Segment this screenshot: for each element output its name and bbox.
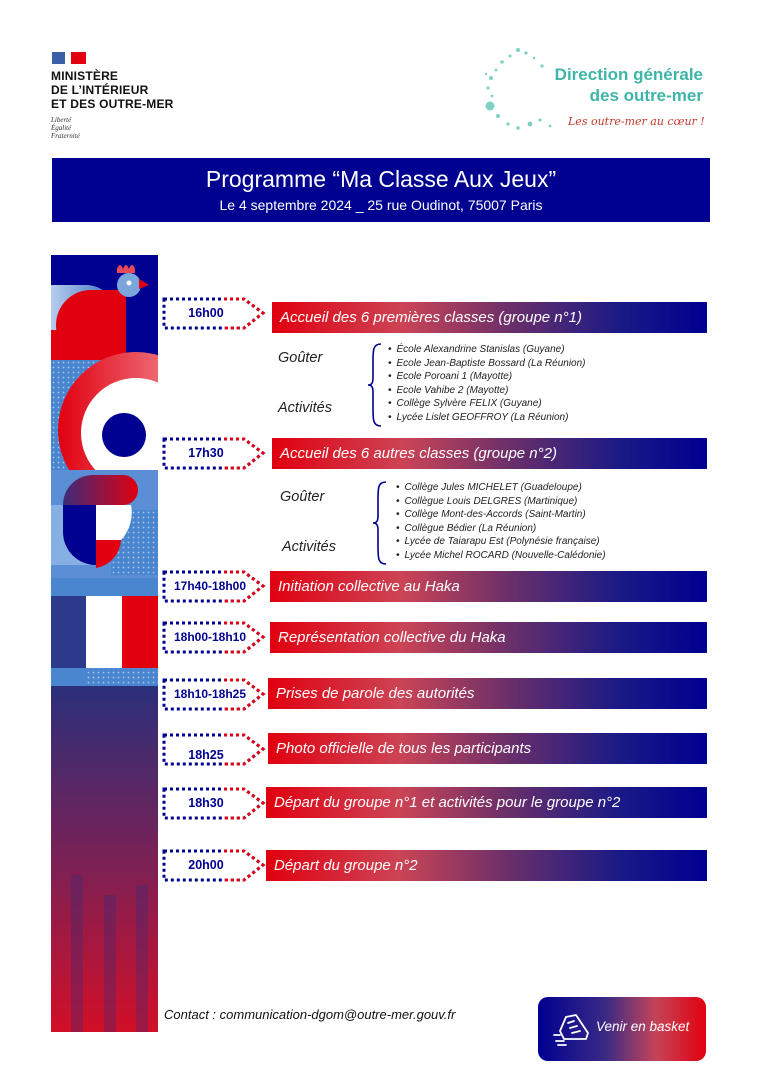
republic-motto — [51, 116, 80, 140]
time-badge — [162, 621, 266, 654]
time-badge — [162, 733, 266, 766]
school-item: • Lycée Michel ROCARD (Nouvelle-Calédonie) — [396, 549, 606, 563]
title-banner — [52, 158, 710, 222]
time-label: 18h30 — [188, 796, 224, 810]
time-label: 17h30 — [188, 446, 224, 460]
activites-label: Activités — [278, 400, 332, 416]
ministry-name — [51, 69, 174, 111]
dgom-tagline: Les outre-mer au cœur ! — [568, 115, 705, 128]
basket-label: Venir en basket — [596, 1019, 690, 1034]
ministry-line: ET DES OUTRE-MER — [51, 97, 174, 111]
sneaker-icon — [552, 1011, 592, 1049]
ministry-line: DE L’INTÉRIEUR — [51, 83, 149, 97]
time-badge — [162, 570, 266, 603]
schedule-item: Prises de parole des autorités — [268, 678, 707, 709]
time-label: 18h25 — [188, 748, 224, 762]
time-label: 20h00 — [188, 858, 224, 872]
dgom-title — [520, 64, 703, 106]
contact-email[interactable]: Contact : communication-dgom@outre-mer.gouv.fr — [164, 1007, 456, 1022]
group2-school-list — [396, 481, 606, 563]
ministry-line: MINISTÈRE — [51, 69, 119, 83]
french-flag-illustration — [51, 578, 158, 686]
time-label: 18h10-18h25 — [173, 687, 247, 701]
cockade-hat-illustration — [51, 470, 158, 590]
time-badge — [162, 297, 266, 330]
curly-brace — [372, 480, 388, 566]
decorative-art-column — [51, 255, 158, 1032]
gouter-label: Goûter — [280, 489, 325, 505]
schedule-item: Départ du groupe n°2 — [266, 850, 707, 881]
school-item: • Lycée de Taiarapu Est (Polynésie française) — [396, 535, 606, 549]
time-badge — [162, 678, 266, 711]
time-badge — [162, 437, 266, 470]
curly-brace — [367, 342, 383, 428]
schedule-item: Initiation collective au Haka — [270, 571, 707, 602]
activites-label: Activités — [282, 539, 336, 555]
school-item: • Lycée Lislet GEOFFROY (La Réunion) — [388, 411, 586, 425]
gouter-label: Goûter — [278, 350, 323, 366]
dgom-line: des outre-mer — [589, 86, 703, 105]
time-label: 18h00-18h10 — [173, 630, 247, 644]
dgom-line: Direction générale — [554, 65, 703, 84]
time-badge — [162, 787, 266, 820]
school-item: • Ecole Vahibe 2 (Mayotte) — [388, 384, 586, 398]
group1-school-list — [388, 343, 586, 425]
school-item: • Ecole Poroani 1 (Mayotte) — [388, 370, 586, 384]
school-item: • Collège Jules MICHELET (Guadeloupe) — [396, 481, 606, 495]
school-item: • Collège Mont-des-Accords (Saint-Martin) — [396, 508, 606, 522]
school-item: • Collègue Louis DELGRES (Martinique) — [396, 495, 606, 509]
schedule-item: Accueil des 6 premières classes (groupe n°1) — [272, 302, 707, 333]
time-label: 16h00 — [188, 306, 224, 320]
marianne-flag-logo — [52, 52, 86, 64]
page-subtitle: Le 4 septembre 2024 _ 25 rue Oudinot, 75007 Paris — [219, 197, 543, 213]
schedule-item: Représentation collective du Haka — [270, 622, 707, 653]
page-title: Programme “Ma Classe Aux Jeux” — [205, 166, 557, 192]
schedule-item: Départ du groupe n°1 et activités pour le groupe n°2 — [266, 787, 707, 818]
school-item: • Collègue Bédier (La Réunion) — [396, 522, 606, 536]
motto-line: Égalité — [51, 124, 72, 132]
time-label: 17h40-18h00 — [173, 579, 247, 593]
rooster-illustration — [51, 255, 158, 360]
motto-line: Fraternité — [51, 132, 80, 140]
school-item: • École Alexandrine Stanislas (Guyane) — [388, 343, 586, 357]
schedule-item: Accueil des 6 autres classes (groupe n°2) — [272, 438, 707, 469]
motto-line: Liberté — [51, 116, 72, 124]
time-badge — [162, 849, 266, 882]
school-item: • Ecole Jean-Baptiste Bossard (La Réunion) — [388, 357, 586, 371]
school-item: • Collège Sylvère FELIX (Guyane) — [388, 397, 586, 411]
dress-code-badge — [538, 997, 706, 1061]
schedule-item: Photo officielle de tous les participants — [268, 733, 707, 764]
